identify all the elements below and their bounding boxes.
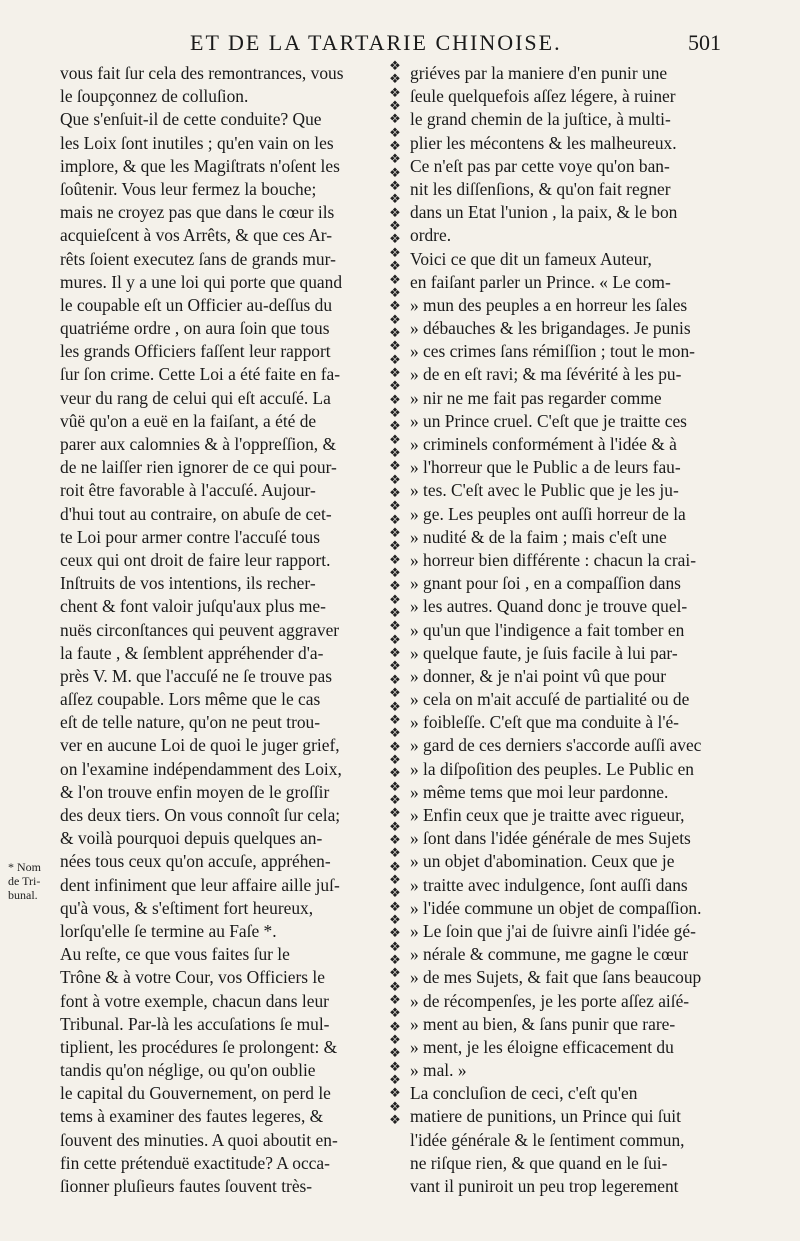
text-line: l'idée générale & le ſentiment commun, [410, 1129, 685, 1150]
text-line: implore, & que les Magiſtrats n'oſent les [60, 155, 340, 176]
text-line: vûë qu'on a euë en la faiſant, a été de [60, 410, 317, 431]
text-line: & voilà pourquoi depuis quelques an- [60, 828, 323, 849]
text-line: La concluſion de ceci, c'eſt qu'en [410, 1083, 638, 1104]
text-line: rêts ſoient executez ſans de grands mur- [60, 248, 336, 269]
text-line: des deux tiers. On vous connoît ſur cela; [60, 805, 341, 825]
text-line: » gard de ces derniers s'accorde auſſi avec [410, 735, 702, 756]
text-line: plier les mécontens & les malheureux. [410, 132, 677, 153]
text-line: » de récompenſes, je les porte aſſez aiſé- [410, 990, 690, 1011]
text-line: nées tous ceux qu'on accuſe, appréhen- [60, 851, 331, 872]
text-line: » ge. Les peuples ont auſſi horreur de la [410, 503, 686, 524]
text-line: dans un Etat l'union , la paix, & le bon [410, 202, 678, 223]
text-line: qu'à vous, & s'eſtiment fort heureux, [60, 897, 314, 918]
text-line: » l'horreur que le Public a de leurs fau- [410, 457, 681, 478]
text-line: » gnant pour ſoi , en a compaſſion dans [410, 573, 681, 594]
text-line: » foibleſſe. C'eſt que ma conduite à l'é- [410, 712, 679, 733]
margin-note-line: bunal. [8, 888, 38, 902]
text-line: » Enfin ceux que je traitte avec rigueur, [410, 805, 685, 825]
text-line: ſionner pluſieurs fautes ſouvent très- [60, 1176, 313, 1196]
text-line: les Loix ſont inutiles ; qu'en vain on les [60, 132, 334, 153]
text-line: te Loi pour armer contre l'accuſé tous [60, 526, 321, 547]
text-line: » qu'un que l'indigence a fait tomber en [410, 619, 685, 640]
text-line: les grands Officiers faſſent leur rapport [60, 341, 331, 362]
text-line: le coupable eſt un Officier au-deſſus du [60, 294, 333, 315]
text-line: veur du rang de celui qui eſt accuſé. La [60, 387, 331, 408]
text-line: » un Prince cruel. C'eſt que je traitte ces [410, 410, 687, 431]
text-line: » quelque faute, je ſuis facile à lui par- [410, 642, 678, 663]
text-line: Ce n'eſt pas par cette voye qu'on ban- [410, 155, 670, 176]
text-line: acquieſcent à vos Arrêts, & que ces Ar- [60, 225, 333, 246]
text-line: Tribunal. Par-là les accuſations ſe mul- [60, 1013, 330, 1034]
text-line: » nudité & de la faim ; mais c'eſt une [410, 526, 667, 547]
text-line: » ſont dans l'idée générale de mes Sujets [410, 828, 691, 849]
text-line: Au reſte, ce que vous faites ſur le [60, 944, 290, 965]
text-line: » Le ſoin que j'ai de ſuivre ainſi l'idée gé- [410, 920, 696, 941]
text-line: ſoûtenir. Vous leur fermez la bouche; [60, 178, 317, 199]
margin-note-line: de Tri- [8, 874, 41, 888]
text-line: nuës circonſtances qui peuvent aggraver [60, 619, 340, 640]
text-line: » ment, je les éloigne efficacement du [410, 1036, 674, 1057]
text-line: Trône & à votre Cour, vos Officiers le [60, 967, 325, 988]
text-line: Inſtruits de vos intentions, ils recher- [60, 573, 316, 594]
text-line: » la diſpoſition des peuples. Le Public en [410, 758, 694, 779]
running-title: ET DE LA TARTARIE CHINOISE. [190, 30, 562, 55]
text-line: » nir ne me fait pas regarder comme [410, 387, 662, 408]
text-line: Voici ce que dit un fameux Auteur, [410, 248, 652, 269]
text-line: » traitte avec indulgence, ſont auſſi dans [410, 874, 688, 895]
text-line: » débauches & les brigandages. Je punis [410, 318, 691, 339]
text-line: » mun des peuples a en horreur les ſales [410, 294, 688, 315]
text-line: & l'on trouve enfin moyen de le groſſir [60, 781, 330, 802]
text-line: » criminels conformément à l'idée & à [410, 434, 677, 454]
text-line: la faute , & ſemblent appréhender d'a- [60, 642, 324, 663]
text-line: » donner, & je n'ai point vû que pour [410, 665, 667, 686]
margin-note-line: * Nom [8, 860, 41, 874]
text-line: vant il puniroit un peu trop legerement [410, 1176, 679, 1196]
text-line: roit être favorable à l'accuſé. Aujour- [60, 480, 316, 501]
text-line: le capital du Gouvernement, on perd le [60, 1083, 331, 1104]
text-line: aſſez coupable. Lors même que le cas [60, 689, 321, 710]
text-line: de ne laiſſer rien ignorer de ce qui pour- [60, 457, 337, 478]
text-line: » mal. » [410, 1060, 467, 1081]
text-line: Que s'enſuit-il de cette conduite? Que [60, 109, 322, 130]
text-line: eſt de telle nature, qu'on ne peut trou- [60, 712, 321, 733]
text-line: tandis qu'on néglige, ou qu'on oublie [60, 1060, 316, 1081]
text-line: ſur ſon crime. Cette Loi a été faite en fa- [60, 364, 341, 385]
text-line: » les autres. Quand donc je trouve quel- [410, 596, 688, 617]
text-line: mures. Il y a une loi qui porte que quand [60, 271, 343, 292]
text-line: griéves par la maniere d'en punir une [410, 63, 668, 83]
text-line: en faiſant parler un Prince. « Le com- [410, 271, 671, 292]
text-line: » même tems que moi leur pardonne. [410, 781, 669, 802]
column-divider-ornament: ❖ ❖ ❖ ❖ ❖ ❖ ❖ ❖ ❖ ❖ ❖ ❖ ❖ ❖ ❖ ❖ ❖ ❖ ❖ ❖ ❖ ❖ ❖ ❖ ❖ ❖ ❖ ❖ ❖ ❖ ❖ ❖ ❖ ❖ ❖ ❖ ❖ ❖ ❖ ❖ ❖ ❖ ❖ ❖ ❖ ❖ ❖ ❖ ❖ ❖ ❖ ❖ ❖ ❖ ❖ ❖ ❖ ❖ ❖ ❖ ❖ ❖ ❖ ❖ ❖ ❖ ❖ ❖ ❖ ❖ ❖ ❖ ❖ ❖ ❖ ❖ ❖ ❖ ❖ ❖ [389, 59, 401, 1129]
text-line: ſouvent des minuties. A quoi aboutit en- [60, 1129, 338, 1150]
right-text-column [410, 62, 726, 1198]
text-line: » nérale & commune, me gagne le cœur [410, 944, 689, 965]
text-line: lorſqu'elle ſe termine au Faſe *. [60, 920, 277, 941]
text-line: quatriéme ordre , on aura ſoin que tous [60, 318, 330, 339]
left-text-column [60, 62, 380, 1198]
text-line: tems à examiner des fautes legeres, & [60, 1106, 324, 1127]
text-line: vous fait ſur cela des remontrances, vous [60, 63, 344, 83]
text-line: » ment au bien, & ſans punir que rare- [410, 1013, 676, 1034]
text-line: on l'examine indépendamment des Loix, [60, 758, 342, 779]
text-line: » l'idée commune un objet de compaſſion. [410, 897, 702, 918]
margin-note [8, 860, 64, 902]
text-line: » tes. C'eſt avec le Public que je les ju- [410, 480, 679, 501]
text-line: » un objet d'abomination. Ceux que je [410, 851, 675, 872]
text-line: tiplient, les procédures ſe prolongent: & [60, 1036, 338, 1057]
text-line: nit les diſſenſions, & qu'on fait regner [410, 178, 671, 199]
text-line: le ſoupçonnez de colluſion. [60, 86, 249, 107]
text-line: chent & font valoir juſqu'aux plus me- [60, 596, 326, 617]
text-line: font à votre exemple, chacun dans leur [60, 990, 329, 1011]
text-line: » horreur bien différente : chacun la crai- [410, 549, 696, 570]
text-line: fin cette prétenduë exactitude? A occa- [60, 1152, 330, 1173]
text-line: près V. M. que l'accuſé ne ſe trouve pas [60, 665, 332, 686]
text-line: » de en eſt ravi; & ma ſévérité à les pu- [410, 364, 682, 385]
text-line: ver en aucune Loi de quoi le juger grief, [60, 735, 340, 756]
text-line: mais ne croyez pas que dans le cœur ils [60, 202, 335, 223]
text-line: » ces crimes ſans rémiſſion ; tout le mon- [410, 341, 695, 362]
text-line: ſeule quelquefois aſſez légere, à ruiner [410, 86, 676, 107]
text-line: le grand chemin de la juſtice, à multi- [410, 109, 671, 130]
text-line: matiere de punitions, un Prince qui ſuit [410, 1106, 681, 1127]
text-line: d'hui tout au contraire, on abuſe de cet- [60, 503, 332, 524]
text-line: ne riſque rien, & que quand en le ſui- [410, 1152, 668, 1173]
text-line: » cela on m'ait accuſé de partialité ou de [410, 689, 690, 710]
page-number: 501 [688, 30, 721, 55]
text-line: ceux qui ont droit de faire leur rapport. [60, 549, 331, 570]
text-line: dent infiniment que leur affaire aille juſ- [60, 874, 340, 895]
text-line: ordre. [410, 225, 452, 246]
text-line: parer aux calomnies & à l'oppreſſion, & [60, 434, 336, 454]
text-line: » de mes Sujets, & fait que ſans beaucoup [410, 967, 702, 988]
